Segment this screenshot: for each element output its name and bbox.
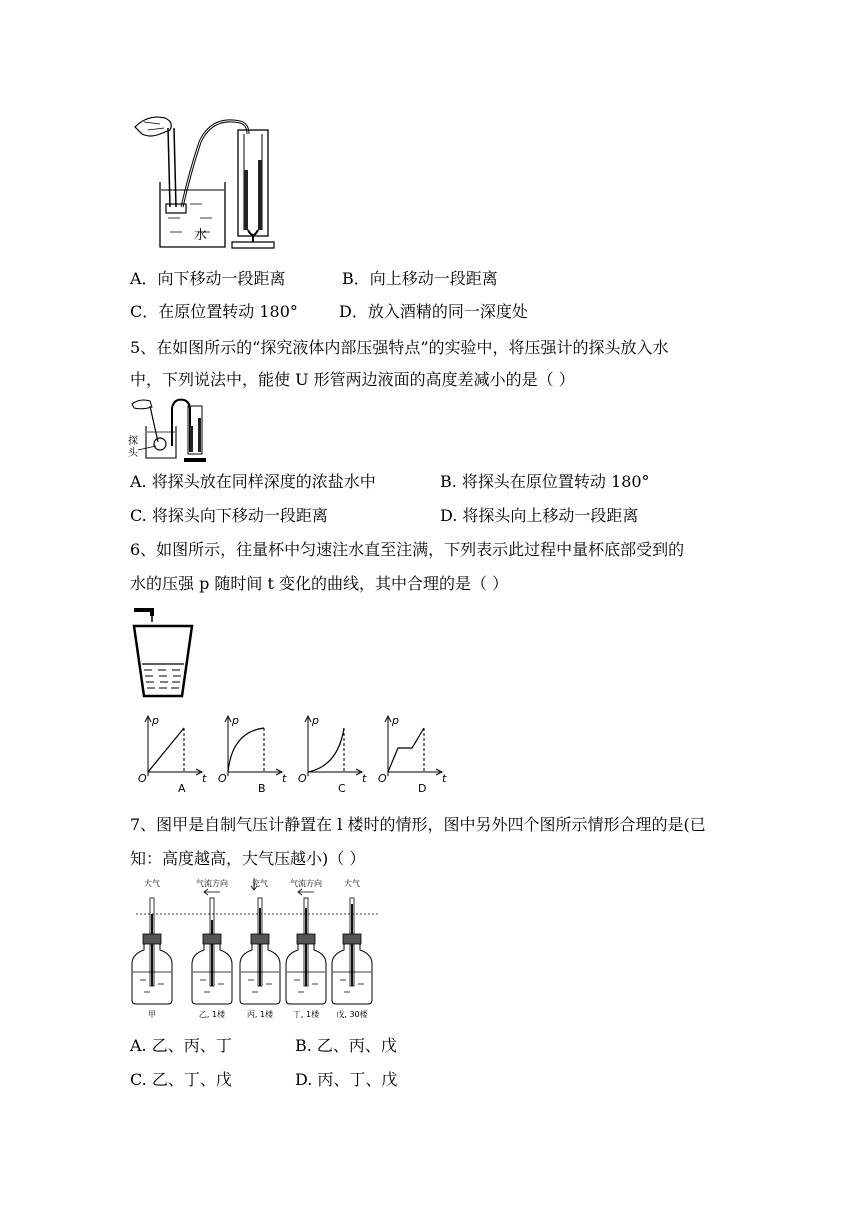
p-axis-label: p bbox=[232, 714, 239, 727]
q4-option-b[interactable]: B．向上移动一段距离 bbox=[342, 269, 498, 288]
graph-letter: A bbox=[178, 782, 186, 795]
water-column bbox=[151, 914, 153, 986]
q4-option-d[interactable]: D．放入酒精的同一深度处 bbox=[339, 302, 528, 321]
origin-label: O bbox=[138, 772, 147, 785]
stopper bbox=[143, 934, 161, 944]
t-axis-label: t bbox=[362, 772, 367, 785]
top-label: 气流方向 bbox=[196, 879, 228, 888]
pressure-curve bbox=[148, 728, 184, 772]
t-axis-label: t bbox=[202, 772, 207, 785]
pressure-curve bbox=[308, 728, 344, 772]
q7-option-d[interactable]: D. 丙、丁、戊 bbox=[295, 1070, 398, 1089]
water-column bbox=[211, 920, 213, 986]
airflow-arrow-icon bbox=[204, 889, 220, 895]
top-label: 充气 bbox=[252, 879, 268, 888]
top-label: 大气 bbox=[344, 879, 360, 888]
q6-graph-c[interactable] bbox=[298, 714, 367, 795]
bottom-label: 丁, 1楼 bbox=[292, 1010, 320, 1019]
stopper bbox=[251, 934, 269, 944]
barometer-1 bbox=[132, 878, 172, 1019]
stopper bbox=[297, 934, 315, 944]
origin-label: O bbox=[378, 772, 387, 785]
p-axis-label: p bbox=[152, 714, 159, 727]
barometer-3 bbox=[240, 878, 280, 1019]
bottom-label: 甲 bbox=[148, 1010, 156, 1019]
q7-option-b[interactable]: B. 乙、丙、戊 bbox=[295, 1036, 397, 1055]
stopper bbox=[343, 934, 361, 944]
q7-option-c[interactable]: C. 乙、丁、戊 bbox=[130, 1070, 232, 1089]
barometer-2 bbox=[192, 878, 232, 1019]
q6-stem-line1: 6、如图所示，往量杯中匀速注水直至注满，下列表示此过程中量杯底部受到的 bbox=[130, 540, 685, 559]
p-axis-label: p bbox=[312, 714, 319, 727]
q7-stem-line2: 知：高度越高，大气压越小)（ ） bbox=[130, 849, 366, 868]
barometer-4 bbox=[286, 878, 326, 1019]
q7-stem-line1: 7、图甲是自制气压计静置在 l 楼时的情形，图中另外四个图所示情形合理的是(已 bbox=[130, 815, 706, 834]
origin-label: O bbox=[218, 772, 227, 785]
q5-probe-label-2: 头 bbox=[128, 448, 138, 459]
t-axis-label: t bbox=[282, 772, 287, 785]
q4-option-a[interactable]: A．向下移动一段距离 bbox=[130, 269, 286, 288]
q5-stem-line1: 5、在如图所示的“探究液体内部压强特点”的实验中，将压强计的探头放入水 bbox=[130, 338, 669, 357]
q5-option-c[interactable]: C. 将探头向下移动一段距离 bbox=[130, 506, 328, 525]
q6-graph-a[interactable] bbox=[138, 714, 207, 795]
q6-graphs-figure bbox=[134, 710, 454, 798]
water-column bbox=[351, 904, 353, 986]
q6-stem-line2: 水的压强 p 随时间 t 变化的曲线，其中合理的是（ ） bbox=[130, 574, 509, 593]
water-column bbox=[259, 908, 261, 986]
graph-letter: C bbox=[338, 782, 346, 795]
airflow-arrow-icon bbox=[298, 889, 314, 895]
q4-figure-label: 水 bbox=[194, 228, 208, 243]
q7-barometer-figure bbox=[128, 874, 388, 1022]
pressure-curve bbox=[228, 728, 264, 772]
q4-manometer-figure bbox=[130, 112, 280, 250]
p-axis-label: p bbox=[392, 714, 399, 727]
barometer-5 bbox=[332, 878, 372, 1019]
q5-option-a[interactable]: A. 将探头放在同样深度的浓盐水中 bbox=[130, 472, 376, 491]
graph-letter: D bbox=[418, 782, 427, 795]
q4-option-c[interactable]: C．在原位置转动 180° bbox=[130, 302, 298, 321]
pressure-curve bbox=[388, 728, 424, 772]
q5-option-d[interactable]: D. 将探头向上移动一段距离 bbox=[440, 506, 639, 525]
q5-probe-label-1: 探 bbox=[128, 436, 138, 447]
water-column bbox=[305, 908, 307, 986]
q5-stem-line2: 中，下列说法中，能使 U 形管两边液面的高度差减小的是（ ） bbox=[130, 370, 575, 389]
q7-option-a[interactable]: A. 乙、丙、丁 bbox=[130, 1036, 232, 1055]
q6-graph-d[interactable] bbox=[378, 714, 447, 795]
q6-graph-b[interactable] bbox=[218, 714, 287, 795]
bottom-label: 乙, 1楼 bbox=[198, 1010, 226, 1019]
top-label: 大气 bbox=[144, 879, 160, 888]
bottom-label: 戊, 30楼 bbox=[336, 1010, 368, 1019]
graph-letter: B bbox=[258, 782, 266, 795]
t-axis-label: t bbox=[442, 772, 447, 785]
bottom-label: 丙, 1楼 bbox=[246, 1010, 274, 1019]
origin-label: O bbox=[298, 772, 307, 785]
q5-probe-figure bbox=[128, 396, 214, 466]
q6-measuring-cup-figure bbox=[128, 604, 198, 704]
q5-option-b[interactable]: B. 将探头在原位置转动 180° bbox=[440, 472, 650, 491]
stopper bbox=[203, 934, 221, 944]
top-label: 气流方向 bbox=[290, 879, 322, 888]
